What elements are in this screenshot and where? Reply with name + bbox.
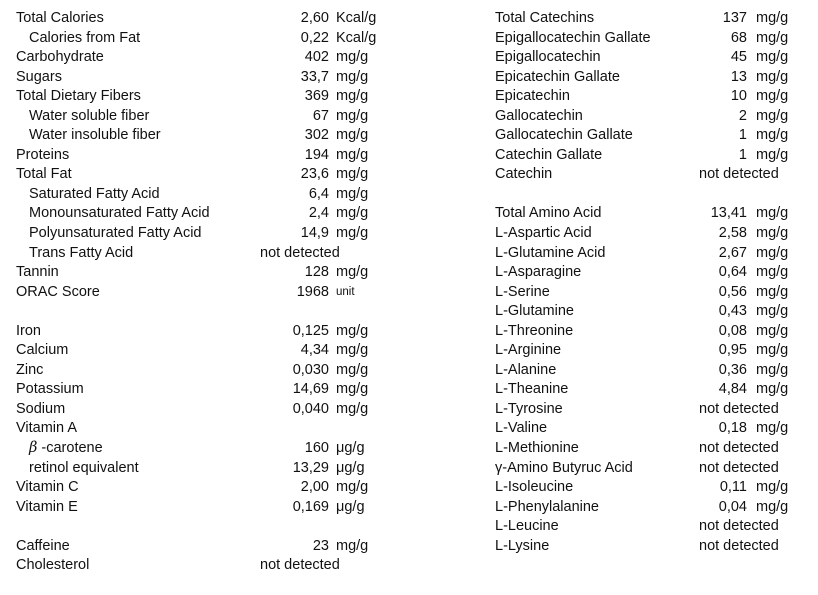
nutrient-unit: μg/g [336,440,365,457]
nutrient-row [495,244,805,264]
nutrient-unit: mg/g [336,361,369,378]
nutrient-value: 13 [730,68,747,85]
nutrient-label: L-Glutamine [495,303,574,320]
nutrient-value: 0,11 [719,479,747,496]
nutrient-label: L-Theanine [495,381,569,398]
nutrient-value: 10 [730,88,747,105]
nutrient-row [495,283,805,303]
nutrient-label: Total Catechins [495,10,595,26]
nutrient-row [495,517,805,537]
nutrient-row [16,185,376,205]
not-detected-value: not detected [699,537,779,554]
nutrient-label: L-Asparagine [495,264,582,281]
spacer-row [16,302,376,322]
nutrient-row [16,263,376,283]
nutrient-unit: mg/g [336,49,369,66]
nutrient-label: Water soluble fiber [29,107,150,124]
nutrient-unit: mg/g [336,381,369,398]
right-nutrient-table [495,9,805,556]
nutrient-unit: mg/g [336,107,369,124]
nutrient-row [16,224,376,244]
nutrient-row [495,9,805,29]
nutrient-unit: μg/g [336,459,365,476]
nutrient-label: Epigallocatechin Gallate [495,29,651,46]
nutrient-value: 33,7 [300,68,329,85]
nutrient-unit: mg/g [756,498,789,515]
nutrient-unit: mg/g [756,10,789,26]
nutrient-label: Vitamin A [16,420,77,437]
nutrient-label: Vitamin C [16,479,79,496]
nutrient-row [16,478,376,498]
not-detected-value: not detected [260,557,340,574]
nutrient-label: L-Methionine [495,440,579,457]
nutrient-row [495,204,805,224]
nutrient-label: Zinc [16,361,44,378]
nutrient-value: 13,41 [710,205,747,222]
nutrient-row [16,459,376,479]
nutrient-value: 302 [304,127,329,144]
nutrient-unit: mg/g [756,322,789,339]
not-detected-value: not detected [699,459,779,476]
nutrient-label: Sodium [16,400,66,417]
nutrient-value: 23,6 [300,166,329,183]
nutrient-row [16,537,376,557]
nutrient-row [16,380,376,400]
nutrient-unit: mg/g [336,88,369,105]
nutrient-value: 2 [738,107,747,124]
nutrient-label: retinol equivalent [29,459,139,476]
nutrient-label: Water insoluble fiber [29,127,161,144]
nutrient-unit: mg/g [336,185,369,202]
nutrient-value: 4,84 [718,381,747,398]
nutrient-label: L-Valine [495,420,548,437]
nutrient-row [16,29,376,49]
nutrient-unit: mg/g [756,49,789,66]
spacer-row [495,185,805,205]
nutrient-row [16,126,376,146]
nutrient-unit: mg/g [756,479,789,496]
nutrient-value: 4,34 [300,342,329,359]
nutrient-value: 160 [304,440,329,457]
nutrient-unit: mg/g [756,244,789,261]
nutrient-value: 14,69 [292,381,329,398]
nutrient-row [16,439,376,459]
nutrient-row [16,48,376,68]
nutrient-value: 137 [722,10,747,26]
nutrient-label: Calories from Fat [29,29,141,46]
nutrient-row [495,459,805,479]
nutrient-unit: mg/g [336,342,369,359]
nutrient-value: 0,08 [718,322,747,339]
nutrient-value: 0,56 [718,283,747,300]
nutrient-label: L-Threonine [495,322,574,339]
nutrient-unit: mg/g [756,361,789,378]
nutrient-unit: mg/g [756,420,789,437]
nutrient-row [495,146,805,166]
nutrient-value: 0,030 [292,361,329,378]
nutrient-label: Total Amino Acid [495,205,602,222]
nutrient-row [16,556,376,576]
nutrient-row [16,244,376,264]
nutrient-value: 2,00 [300,479,329,496]
nutrient-label: Saturated Fatty Acid [29,185,160,202]
nutrient-unit: mg/g [336,225,369,242]
nutrient-label: Tannin [16,264,59,281]
nutrient-unit: mg/g [336,146,369,163]
nutrient-label: Total Calories [16,10,104,26]
nutrient-unit: mg/g [336,322,369,339]
nutrient-row [495,322,805,342]
nutrient-label: β -carotene [29,440,103,457]
nutrient-row [16,68,376,88]
nutrient-unit: mg/g [756,264,789,281]
nutrient-row [16,9,376,29]
nutrient-label: L-Arginine [495,342,562,359]
nutrient-row [495,165,805,185]
nutrient-unit: mg/g [756,381,789,398]
nutrient-label: L-Serine [495,283,550,300]
nutrient-value: 2,67 [718,244,747,261]
nutrient-label: Total Fat [16,166,72,183]
nutrient-value: 67 [312,107,329,124]
not-detected-value: not detected [699,440,779,457]
nutrient-unit: mg/g [336,537,369,554]
nutrient-label: Epigallocatechin [495,49,601,66]
nutrient-value: 369 [304,88,329,105]
nutrient-unit: unit [336,285,355,298]
nutrient-unit: mg/g [756,146,789,163]
not-detected-value: not detected [699,400,779,417]
nutrient-value: 2,4 [308,205,329,222]
nutrient-row [495,400,805,420]
nutrient-row [495,302,805,322]
nutrient-value: 194 [304,146,329,163]
nutrient-value: 0,125 [292,322,329,339]
nutrient-label: L-Lysine [495,537,550,554]
nutrient-unit: mg/g [756,225,789,242]
nutrient-row [495,126,805,146]
nutrient-value: 0,169 [292,498,329,515]
nutrient-unit: mg/g [336,127,369,144]
nutrient-label: L-Tyrosine [495,400,563,417]
spacer-row [16,517,376,537]
nutrient-row [495,107,805,127]
nutrient-label: Vitamin E [16,498,78,515]
nutrient-value: 0,040 [292,400,329,417]
nutrient-label: Iron [16,322,41,339]
nutrient-value: 1968 [296,283,329,300]
nutrient-label: Proteins [16,146,70,163]
nutrient-unit: mg/g [756,127,789,144]
nutrient-unit: mg/g [756,68,789,85]
nutrient-label: L-Phenylalanine [495,498,599,515]
nutrient-row [495,380,805,400]
nutrient-row [16,498,376,518]
left-nutrient-table [16,9,376,576]
nutrient-row [16,419,376,439]
nutrient-value: 0,36 [718,361,747,378]
nutrient-row [495,224,805,244]
nutrient-label: Sugars [16,68,62,85]
nutrient-row [16,341,376,361]
nutrient-row [495,498,805,518]
nutrient-row [16,107,376,127]
nutrient-row [495,48,805,68]
nutrient-label: γ-Amino Butyruc Acid [495,459,633,476]
nutrient-label: L-Glutamine Acid [495,244,606,261]
nutrient-label: Potassium [16,381,84,398]
nutrient-unit: mg/g [756,303,789,320]
nutrient-row [16,146,376,166]
nutrient-unit: Kcal/g [336,10,377,26]
nutrient-label: L-Alanine [495,361,557,378]
nutrient-value: 0,64 [718,264,747,281]
nutrient-row [495,361,805,381]
nutrient-unit: mg/g [756,205,789,222]
nutrient-unit: mg/g [336,479,369,496]
nutrient-value: 0,18 [718,420,747,437]
nutrient-unit: mg/g [336,68,369,85]
nutrient-value: 1 [738,146,747,163]
nutrient-label: Gallocatechin [495,107,583,124]
nutrient-value: 2,58 [718,225,747,242]
nutrient-label: Polyunsaturated Fatty Acid [29,225,202,242]
not-detected-value: not detected [699,518,779,535]
nutrient-value: 14,9 [300,225,329,242]
nutrient-unit: mg/g [756,107,789,124]
nutrient-value: 0,04 [718,498,747,515]
nutrient-row [16,361,376,381]
nutrient-value: 402 [304,49,329,66]
nutrient-label: L-Isoleucine [495,479,574,496]
nutrient-row [16,400,376,420]
nutrient-value: 0,22 [300,29,329,46]
nutrient-label: Cholesterol [16,557,90,574]
nutrient-value: 128 [304,264,329,281]
nutrient-label: Catechin Gallate [495,146,603,163]
nutrient-value: 2,60 [300,10,329,26]
nutrient-unit: μg/g [336,498,365,515]
nutrient-unit: mg/g [336,205,369,222]
nutrient-label: Monounsaturated Fatty Acid [29,205,210,222]
nutrient-row [16,322,376,342]
nutrient-label: Calcium [16,342,69,359]
nutrient-row [495,439,805,459]
nutrient-value: 6,4 [308,185,329,202]
nutrient-unit: mg/g [756,283,789,300]
nutrient-row [495,419,805,439]
nutrient-value: 0,95 [718,342,747,359]
nutrient-label: L-Leucine [495,518,559,535]
not-detected-value: not detected [699,166,779,183]
nutrient-value: 1 [738,127,747,144]
nutrient-row [16,165,376,185]
nutrient-row [495,29,805,49]
nutrient-value: 68 [730,29,747,46]
nutrient-value: 45 [730,49,747,66]
nutrient-row [16,204,376,224]
nutrient-row [495,263,805,283]
nutrient-label: ORAC Score [16,283,100,300]
nutrient-label: Total Dietary Fibers [16,88,141,105]
nutrient-row [495,68,805,88]
nutrient-row [495,87,805,107]
nutrient-value: 0,43 [718,303,747,320]
nutrient-unit: mg/g [336,264,369,281]
nutrient-unit: Kcal/g [336,29,377,46]
nutrient-unit: mg/g [756,88,789,105]
nutrient-unit: mg/g [336,400,369,417]
nutrient-label: Epicatechin [495,88,570,105]
nutrient-unit: mg/g [336,166,369,183]
nutrient-value: 23 [312,537,329,554]
nutrient-label: L-Aspartic Acid [495,225,592,242]
not-detected-value: not detected [260,244,340,261]
nutrient-label: Caffeine [16,537,70,554]
nutrient-row [495,341,805,361]
nutrient-row [495,537,805,557]
nutrient-unit: mg/g [756,342,789,359]
nutrient-label: Carbohydrate [16,49,104,66]
nutrient-label: Epicatechin Gallate [495,68,620,85]
nutrient-label: Gallocatechin Gallate [495,127,633,144]
nutrient-row [16,87,376,107]
nutrient-row [16,283,376,303]
nutrient-label: Catechin [495,166,553,183]
nutrient-label: Trans Fatty Acid [29,244,134,261]
nutrient-unit: mg/g [756,29,789,46]
nutrient-value: 13,29 [292,459,329,476]
nutrient-row [495,478,805,498]
